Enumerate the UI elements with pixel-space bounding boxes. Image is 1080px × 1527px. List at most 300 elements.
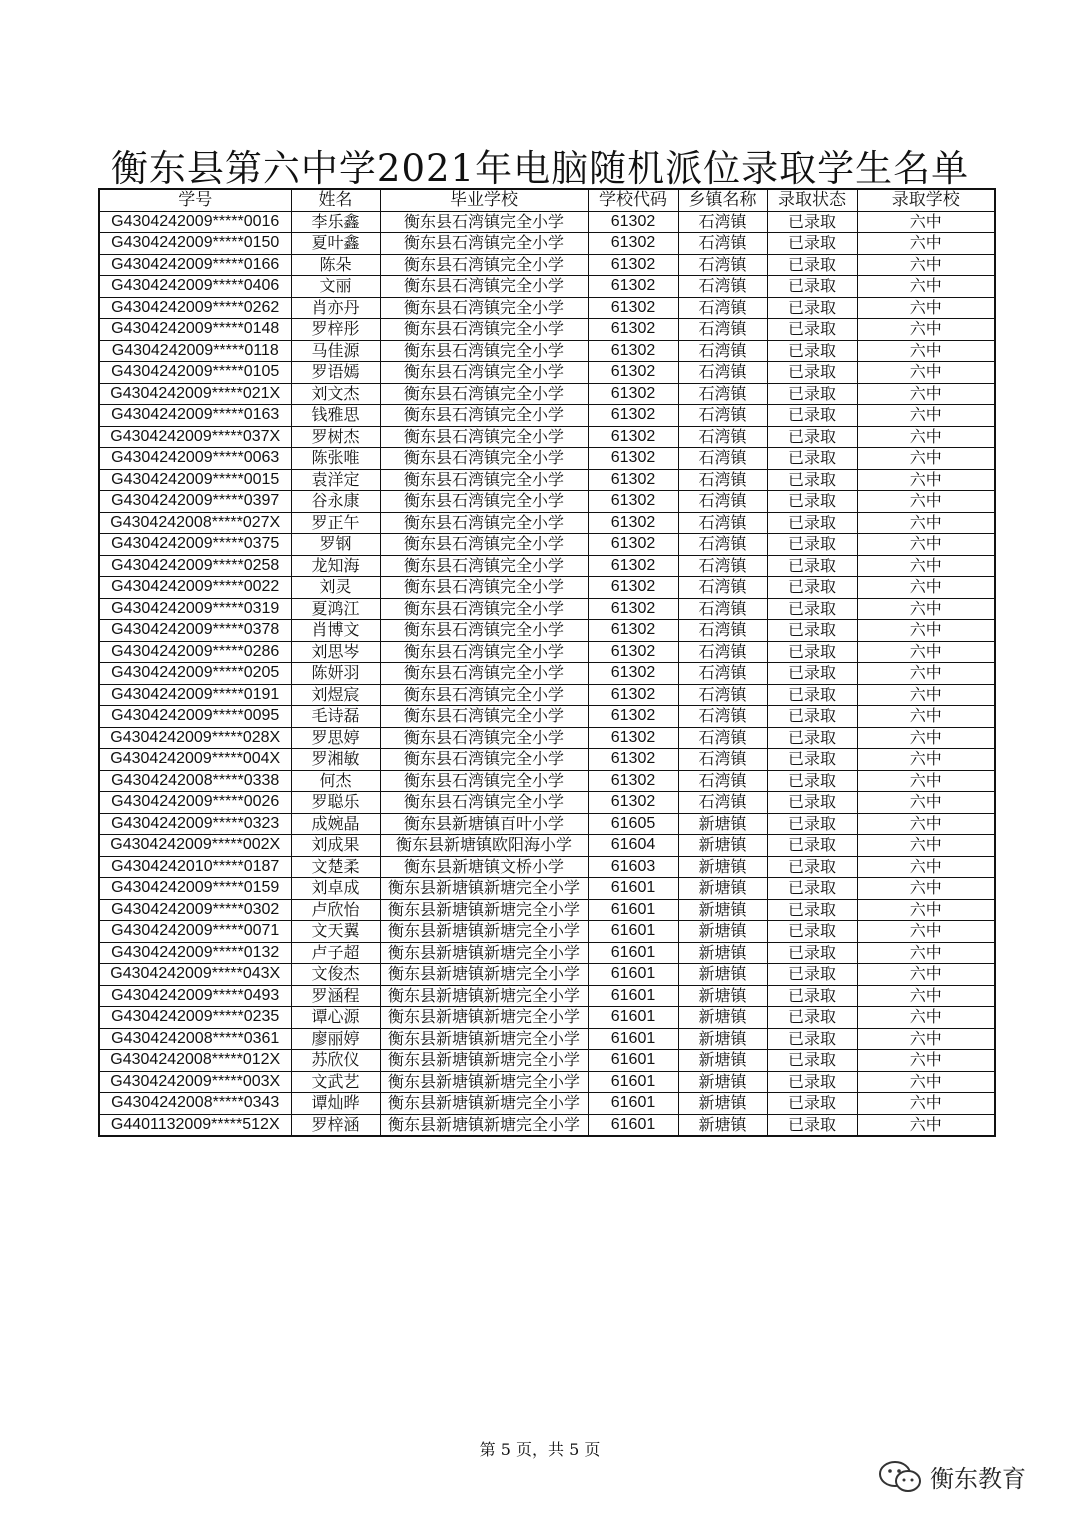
cell-town: 石湾镇 <box>678 469 767 491</box>
cell-admission-school: 六中 <box>857 770 995 792</box>
table-row <box>99 792 995 814</box>
cell-school-code: 61601 <box>588 985 678 1007</box>
cell-admission-status: 已录取 <box>767 749 857 771</box>
cell-student-name: 罗树杰 <box>291 426 380 448</box>
cell-graduation-school: 衡东县石湾镇完全小学 <box>380 577 588 599</box>
cell-graduation-school: 衡东县石湾镇完全小学 <box>380 276 588 298</box>
cell-school-code: 61302 <box>588 706 678 728</box>
header-admission-school: 录取学校 <box>857 189 995 211</box>
cell-town: 石湾镇 <box>678 383 767 405</box>
cell-student-id: G4304242009*****037X <box>99 426 291 448</box>
cell-student-name: 谭心源 <box>291 1007 380 1029</box>
cell-school-code: 61601 <box>588 878 678 900</box>
cell-graduation-school: 衡东县新塘镇新塘完全小学 <box>380 1050 588 1072</box>
cell-student-id: G4304242009*****0406 <box>99 276 291 298</box>
cell-student-name: 夏叶鑫 <box>291 233 380 255</box>
cell-admission-school: 六中 <box>857 684 995 706</box>
cell-graduation-school: 衡东县石湾镇完全小学 <box>380 448 588 470</box>
cell-admission-status: 已录取 <box>767 878 857 900</box>
cell-graduation-school: 衡东县新塘镇新塘完全小学 <box>380 985 588 1007</box>
cell-admission-status: 已录取 <box>767 577 857 599</box>
cell-student-name: 袁洋定 <box>291 469 380 491</box>
table-row <box>99 1093 995 1115</box>
cell-admission-status: 已录取 <box>767 813 857 835</box>
cell-town: 石湾镇 <box>678 534 767 556</box>
table-row <box>99 1114 995 1136</box>
cell-student-id: G4304242009*****0071 <box>99 921 291 943</box>
cell-admission-school: 六中 <box>857 856 995 878</box>
cell-admission-status: 已录取 <box>767 297 857 319</box>
cell-student-id: G4304242009*****0095 <box>99 706 291 728</box>
cell-student-id: G4304242008*****0343 <box>99 1093 291 1115</box>
cell-student-name: 刘卓成 <box>291 878 380 900</box>
cell-student-id: G4304242009*****004X <box>99 749 291 771</box>
cell-town: 石湾镇 <box>678 319 767 341</box>
cell-town: 石湾镇 <box>678 254 767 276</box>
cell-student-name: 刘煜宸 <box>291 684 380 706</box>
cell-graduation-school: 衡东县石湾镇完全小学 <box>380 491 588 513</box>
cell-admission-school: 六中 <box>857 706 995 728</box>
cell-student-name: 成婉晶 <box>291 813 380 835</box>
cell-school-code: 61302 <box>588 211 678 233</box>
cell-student-name: 罗聪乐 <box>291 792 380 814</box>
cell-student-name: 文天翼 <box>291 921 380 943</box>
cell-admission-school: 六中 <box>857 1007 995 1029</box>
cell-school-code: 61302 <box>588 362 678 384</box>
cell-student-name: 陈朵 <box>291 254 380 276</box>
cell-town: 石湾镇 <box>678 555 767 577</box>
cell-school-code: 61302 <box>588 620 678 642</box>
cell-admission-school: 六中 <box>857 469 995 491</box>
cell-graduation-school: 衡东县新塘镇新塘完全小学 <box>380 899 588 921</box>
cell-admission-school: 六中 <box>857 964 995 986</box>
cell-town: 新塘镇 <box>678 985 767 1007</box>
cell-town: 新塘镇 <box>678 1007 767 1029</box>
page-number: 第 5 页，共 5 页 <box>479 1440 601 1459</box>
cell-student-name: 马佳源 <box>291 340 380 362</box>
cell-admission-school: 六中 <box>857 577 995 599</box>
wechat-icon <box>878 1460 924 1494</box>
cell-student-id: G4304242009*****0286 <box>99 641 291 663</box>
header-name: 姓名 <box>291 189 380 211</box>
cell-student-id: G4304242009*****043X <box>99 964 291 986</box>
cell-student-name: 罗涵程 <box>291 985 380 1007</box>
cell-graduation-school: 衡东县石湾镇完全小学 <box>380 770 588 792</box>
cell-admission-status: 已录取 <box>767 663 857 685</box>
cell-student-name: 罗钢 <box>291 534 380 556</box>
cell-student-id: G4304242009*****0235 <box>99 1007 291 1029</box>
cell-graduation-school: 衡东县石湾镇完全小学 <box>380 405 588 427</box>
cell-graduation-school: 衡东县新塘镇百叶小学 <box>380 813 588 835</box>
table-row <box>99 491 995 513</box>
cell-student-name: 卢子超 <box>291 942 380 964</box>
cell-graduation-school: 衡东县新塘镇新塘完全小学 <box>380 1028 588 1050</box>
cell-student-name: 肖博文 <box>291 620 380 642</box>
cell-admission-status: 已录取 <box>767 1114 857 1136</box>
cell-admission-status: 已录取 <box>767 555 857 577</box>
cell-student-name: 李乐鑫 <box>291 211 380 233</box>
cell-student-id: G4304242010*****0187 <box>99 856 291 878</box>
cell-admission-school: 六中 <box>857 1050 995 1072</box>
cell-school-code: 61302 <box>588 426 678 448</box>
cell-admission-school: 六中 <box>857 254 995 276</box>
cell-graduation-school: 衡东县石湾镇完全小学 <box>380 233 588 255</box>
cell-admission-status: 已录取 <box>767 985 857 1007</box>
cell-school-code: 61302 <box>588 383 678 405</box>
cell-admission-school: 六中 <box>857 749 995 771</box>
table-row <box>99 233 995 255</box>
table-row <box>99 598 995 620</box>
table-row <box>99 297 995 319</box>
cell-town: 石湾镇 <box>678 297 767 319</box>
cell-school-code: 61601 <box>588 1028 678 1050</box>
cell-town: 石湾镇 <box>678 727 767 749</box>
cell-graduation-school: 衡东县新塘镇新塘完全小学 <box>380 1071 588 1093</box>
cell-student-id: G4304242009*****0022 <box>99 577 291 599</box>
cell-town: 新塘镇 <box>678 878 767 900</box>
watermark-text: 衡东教育 <box>930 1465 1026 1493</box>
table-row <box>99 663 995 685</box>
cell-town: 新塘镇 <box>678 835 767 857</box>
cell-town: 石湾镇 <box>678 448 767 470</box>
cell-school-code: 61302 <box>588 534 678 556</box>
cell-admission-school: 六中 <box>857 491 995 513</box>
cell-admission-status: 已录取 <box>767 942 857 964</box>
cell-admission-status: 已录取 <box>767 835 857 857</box>
cell-student-id: G4304242009*****028X <box>99 727 291 749</box>
cell-town: 新塘镇 <box>678 942 767 964</box>
cell-school-code: 61302 <box>588 749 678 771</box>
cell-town: 石湾镇 <box>678 684 767 706</box>
cell-school-code: 61302 <box>588 319 678 341</box>
cell-student-name: 刘灵 <box>291 577 380 599</box>
cell-graduation-school: 衡东县新塘镇新塘完全小学 <box>380 1093 588 1115</box>
cell-graduation-school: 衡东县石湾镇完全小学 <box>380 512 588 534</box>
table-row <box>99 276 995 298</box>
cell-student-id: G4304242009*****0063 <box>99 448 291 470</box>
cell-student-id: G4304242009*****002X <box>99 835 291 857</box>
cell-admission-status: 已录取 <box>767 362 857 384</box>
cell-student-id: G4304242009*****021X <box>99 383 291 405</box>
cell-school-code: 61302 <box>588 340 678 362</box>
cell-student-name: 文武艺 <box>291 1071 380 1093</box>
cell-graduation-school: 衡东县新塘镇文桥小学 <box>380 856 588 878</box>
table-row <box>99 942 995 964</box>
cell-student-id: G4304242009*****0159 <box>99 878 291 900</box>
cell-student-name: 廖丽婷 <box>291 1028 380 1050</box>
cell-admission-school: 六中 <box>857 985 995 1007</box>
cell-admission-status: 已录取 <box>767 405 857 427</box>
cell-admission-school: 六中 <box>857 598 995 620</box>
cell-town: 石湾镇 <box>678 512 767 534</box>
cell-town: 新塘镇 <box>678 964 767 986</box>
cell-admission-status: 已录取 <box>767 491 857 513</box>
table-header-row <box>99 189 995 211</box>
cell-school-code: 61302 <box>588 684 678 706</box>
cell-town: 新塘镇 <box>678 813 767 835</box>
cell-town: 新塘镇 <box>678 1050 767 1072</box>
cell-student-name: 陈张唯 <box>291 448 380 470</box>
page-title: 衡东县第六中学2021年电脑随机派位录取学生名单 <box>110 147 970 190</box>
cell-student-id: G4304242009*****003X <box>99 1071 291 1093</box>
cell-student-id: G4304242009*****0205 <box>99 663 291 685</box>
table-row <box>99 749 995 771</box>
cell-town: 石湾镇 <box>678 770 767 792</box>
cell-student-name: 刘思岑 <box>291 641 380 663</box>
cell-admission-status: 已录取 <box>767 598 857 620</box>
table-row <box>99 362 995 384</box>
cell-admission-status: 已录取 <box>767 448 857 470</box>
cell-town: 石湾镇 <box>678 749 767 771</box>
cell-school-code: 61604 <box>588 835 678 857</box>
cell-student-id: G4304242009*****0166 <box>99 254 291 276</box>
cell-graduation-school: 衡东县石湾镇完全小学 <box>380 792 588 814</box>
table-row <box>99 1007 995 1029</box>
cell-student-name: 罗湘敏 <box>291 749 380 771</box>
cell-admission-school: 六中 <box>857 835 995 857</box>
cell-school-code: 61302 <box>588 276 678 298</box>
cell-town: 石湾镇 <box>678 792 767 814</box>
header-school-code: 学校代码 <box>588 189 678 211</box>
cell-student-id: G4304242009*****0163 <box>99 405 291 427</box>
table-row <box>99 254 995 276</box>
cell-admission-status: 已录取 <box>767 684 857 706</box>
cell-town: 石湾镇 <box>678 405 767 427</box>
table-row <box>99 835 995 857</box>
cell-admission-school: 六中 <box>857 1114 995 1136</box>
table-row <box>99 211 995 233</box>
cell-student-name: 罗思婷 <box>291 727 380 749</box>
cell-student-id: G4304242009*****0397 <box>99 491 291 513</box>
cell-admission-school: 六中 <box>857 921 995 943</box>
cell-graduation-school: 衡东县石湾镇完全小学 <box>380 749 588 771</box>
cell-admission-status: 已录取 <box>767 383 857 405</box>
cell-school-code: 61601 <box>588 1071 678 1093</box>
cell-admission-status: 已录取 <box>767 211 857 233</box>
cell-admission-school: 六中 <box>857 233 995 255</box>
cell-school-code: 61601 <box>588 921 678 943</box>
cell-admission-status: 已录取 <box>767 792 857 814</box>
cell-student-name: 文楚柔 <box>291 856 380 878</box>
cell-school-code: 61601 <box>588 1050 678 1072</box>
cell-student-name: 龙知海 <box>291 555 380 577</box>
header-graduation-school: 毕业学校 <box>380 189 588 211</box>
cell-student-id: G4304242008*****027X <box>99 512 291 534</box>
cell-student-id: G4304242009*****0015 <box>99 469 291 491</box>
cell-graduation-school: 衡东县新塘镇新塘完全小学 <box>380 964 588 986</box>
cell-admission-school: 六中 <box>857 276 995 298</box>
cell-student-name: 谷永康 <box>291 491 380 513</box>
cell-school-code: 61601 <box>588 1093 678 1115</box>
cell-student-id: G4304242008*****0338 <box>99 770 291 792</box>
cell-admission-school: 六中 <box>857 663 995 685</box>
table-row <box>99 319 995 341</box>
cell-admission-school: 六中 <box>857 813 995 835</box>
cell-town: 新塘镇 <box>678 899 767 921</box>
cell-graduation-school: 衡东县新塘镇新塘完全小学 <box>380 921 588 943</box>
cell-town: 石湾镇 <box>678 641 767 663</box>
cell-admission-status: 已录取 <box>767 856 857 878</box>
cell-school-code: 61605 <box>588 813 678 835</box>
cell-admission-school: 六中 <box>857 727 995 749</box>
cell-town: 石湾镇 <box>678 663 767 685</box>
cell-school-code: 61302 <box>588 491 678 513</box>
cell-graduation-school: 衡东县新塘镇新塘完全小学 <box>380 942 588 964</box>
cell-school-code: 61302 <box>588 297 678 319</box>
cell-admission-status: 已录取 <box>767 1050 857 1072</box>
cell-admission-status: 已录取 <box>767 233 857 255</box>
cell-student-name: 何杰 <box>291 770 380 792</box>
cell-student-id: G4401132009*****512X <box>99 1114 291 1136</box>
cell-student-id: G4304242009*****0132 <box>99 942 291 964</box>
cell-graduation-school: 衡东县石湾镇完全小学 <box>380 555 588 577</box>
cell-town: 新塘镇 <box>678 1028 767 1050</box>
table-row <box>99 964 995 986</box>
cell-student-id: G4304242008*****012X <box>99 1050 291 1072</box>
cell-graduation-school: 衡东县新塘镇新塘完全小学 <box>380 1007 588 1029</box>
table-row <box>99 727 995 749</box>
cell-school-code: 61601 <box>588 1114 678 1136</box>
table-row <box>99 985 995 1007</box>
cell-admission-school: 六中 <box>857 405 995 427</box>
cell-student-name: 刘成果 <box>291 835 380 857</box>
cell-admission-school: 六中 <box>857 297 995 319</box>
cell-graduation-school: 衡东县石湾镇完全小学 <box>380 598 588 620</box>
cell-student-id: G4304242009*****0026 <box>99 792 291 814</box>
cell-student-name: 肖亦丹 <box>291 297 380 319</box>
cell-town: 新塘镇 <box>678 1093 767 1115</box>
table-row <box>99 878 995 900</box>
cell-school-code: 61601 <box>588 964 678 986</box>
table-row <box>99 641 995 663</box>
cell-admission-school: 六中 <box>857 448 995 470</box>
cell-town: 石湾镇 <box>678 620 767 642</box>
cell-student-id: G4304242009*****0150 <box>99 233 291 255</box>
cell-town: 石湾镇 <box>678 491 767 513</box>
table-row <box>99 1028 995 1050</box>
cell-admission-school: 六中 <box>857 620 995 642</box>
cell-admission-status: 已录取 <box>767 641 857 663</box>
table-row <box>99 770 995 792</box>
cell-admission-status: 已录取 <box>767 706 857 728</box>
cell-admission-status: 已录取 <box>767 1093 857 1115</box>
cell-school-code: 61601 <box>588 899 678 921</box>
table-row <box>99 706 995 728</box>
cell-admission-status: 已录取 <box>767 319 857 341</box>
cell-student-name: 文丽 <box>291 276 380 298</box>
cell-town: 石湾镇 <box>678 276 767 298</box>
cell-town: 石湾镇 <box>678 233 767 255</box>
table-row <box>99 856 995 878</box>
cell-town: 新塘镇 <box>678 1114 767 1136</box>
cell-town: 石湾镇 <box>678 211 767 233</box>
table-row <box>99 684 995 706</box>
cell-student-id: G4304242009*****0016 <box>99 211 291 233</box>
cell-student-id: G4304242009*****0258 <box>99 555 291 577</box>
cell-graduation-school: 衡东县新塘镇新塘完全小学 <box>380 878 588 900</box>
cell-student-name: 刘文杰 <box>291 383 380 405</box>
cell-admission-school: 六中 <box>857 878 995 900</box>
cell-town: 新塘镇 <box>678 1071 767 1093</box>
cell-student-id: G4304242009*****0148 <box>99 319 291 341</box>
cell-graduation-school: 衡东县石湾镇完全小学 <box>380 469 588 491</box>
cell-school-code: 61302 <box>588 555 678 577</box>
cell-student-id: G4304242009*****0262 <box>99 297 291 319</box>
cell-admission-status: 已录取 <box>767 426 857 448</box>
cell-graduation-school: 衡东县石湾镇完全小学 <box>380 340 588 362</box>
table-row <box>99 534 995 556</box>
cell-admission-status: 已录取 <box>767 512 857 534</box>
cell-student-id: G4304242009*****0302 <box>99 899 291 921</box>
table-row <box>99 577 995 599</box>
cell-school-code: 61302 <box>588 792 678 814</box>
cell-admission-status: 已录取 <box>767 620 857 642</box>
cell-town: 石湾镇 <box>678 598 767 620</box>
cell-student-id: G4304242009*****0191 <box>99 684 291 706</box>
cell-student-id: G4304242009*****0323 <box>99 813 291 835</box>
cell-graduation-school: 衡东县新塘镇新塘完全小学 <box>380 1114 588 1136</box>
cell-admission-school: 六中 <box>857 319 995 341</box>
watermark <box>878 1459 1026 1494</box>
cell-school-code: 61601 <box>588 942 678 964</box>
cell-school-code: 61302 <box>588 233 678 255</box>
cell-admission-school: 六中 <box>857 1028 995 1050</box>
cell-student-name: 苏欣仪 <box>291 1050 380 1072</box>
cell-graduation-school: 衡东县石湾镇完全小学 <box>380 620 588 642</box>
cell-school-code: 61302 <box>588 577 678 599</box>
cell-admission-status: 已录取 <box>767 534 857 556</box>
table-row <box>99 426 995 448</box>
cell-admission-status: 已录取 <box>767 921 857 943</box>
cell-student-name: 陈妍羽 <box>291 663 380 685</box>
cell-student-id: G4304242009*****0378 <box>99 620 291 642</box>
table-row <box>99 469 995 491</box>
cell-admission-school: 六中 <box>857 211 995 233</box>
cell-admission-status: 已录取 <box>767 469 857 491</box>
cell-school-code: 61603 <box>588 856 678 878</box>
cell-admission-school: 六中 <box>857 555 995 577</box>
cell-student-name: 罗梓彤 <box>291 319 380 341</box>
cell-admission-status: 已录取 <box>767 727 857 749</box>
cell-student-id: G4304242009*****0105 <box>99 362 291 384</box>
cell-student-name: 夏鸿江 <box>291 598 380 620</box>
cell-admission-school: 六中 <box>857 899 995 921</box>
cell-admission-status: 已录取 <box>767 899 857 921</box>
cell-graduation-school: 衡东县石湾镇完全小学 <box>380 426 588 448</box>
cell-graduation-school: 衡东县石湾镇完全小学 <box>380 684 588 706</box>
cell-graduation-school: 衡东县石湾镇完全小学 <box>380 319 588 341</box>
table-row <box>99 921 995 943</box>
table-row <box>99 1050 995 1072</box>
cell-student-name: 罗梓涵 <box>291 1114 380 1136</box>
cell-school-code: 61302 <box>588 727 678 749</box>
cell-town: 新塘镇 <box>678 921 767 943</box>
cell-school-code: 61302 <box>588 770 678 792</box>
cell-town: 石湾镇 <box>678 362 767 384</box>
cell-student-id: G4304242009*****0375 <box>99 534 291 556</box>
cell-school-code: 61302 <box>588 469 678 491</box>
cell-admission-school: 六中 <box>857 942 995 964</box>
table-row <box>99 340 995 362</box>
table-row <box>99 448 995 470</box>
cell-student-id: G4304242009*****0493 <box>99 985 291 1007</box>
cell-school-code: 61302 <box>588 663 678 685</box>
cell-admission-status: 已录取 <box>767 1028 857 1050</box>
cell-school-code: 61302 <box>588 598 678 620</box>
cell-admission-status: 已录取 <box>767 276 857 298</box>
table-row <box>99 383 995 405</box>
table-row <box>99 1071 995 1093</box>
